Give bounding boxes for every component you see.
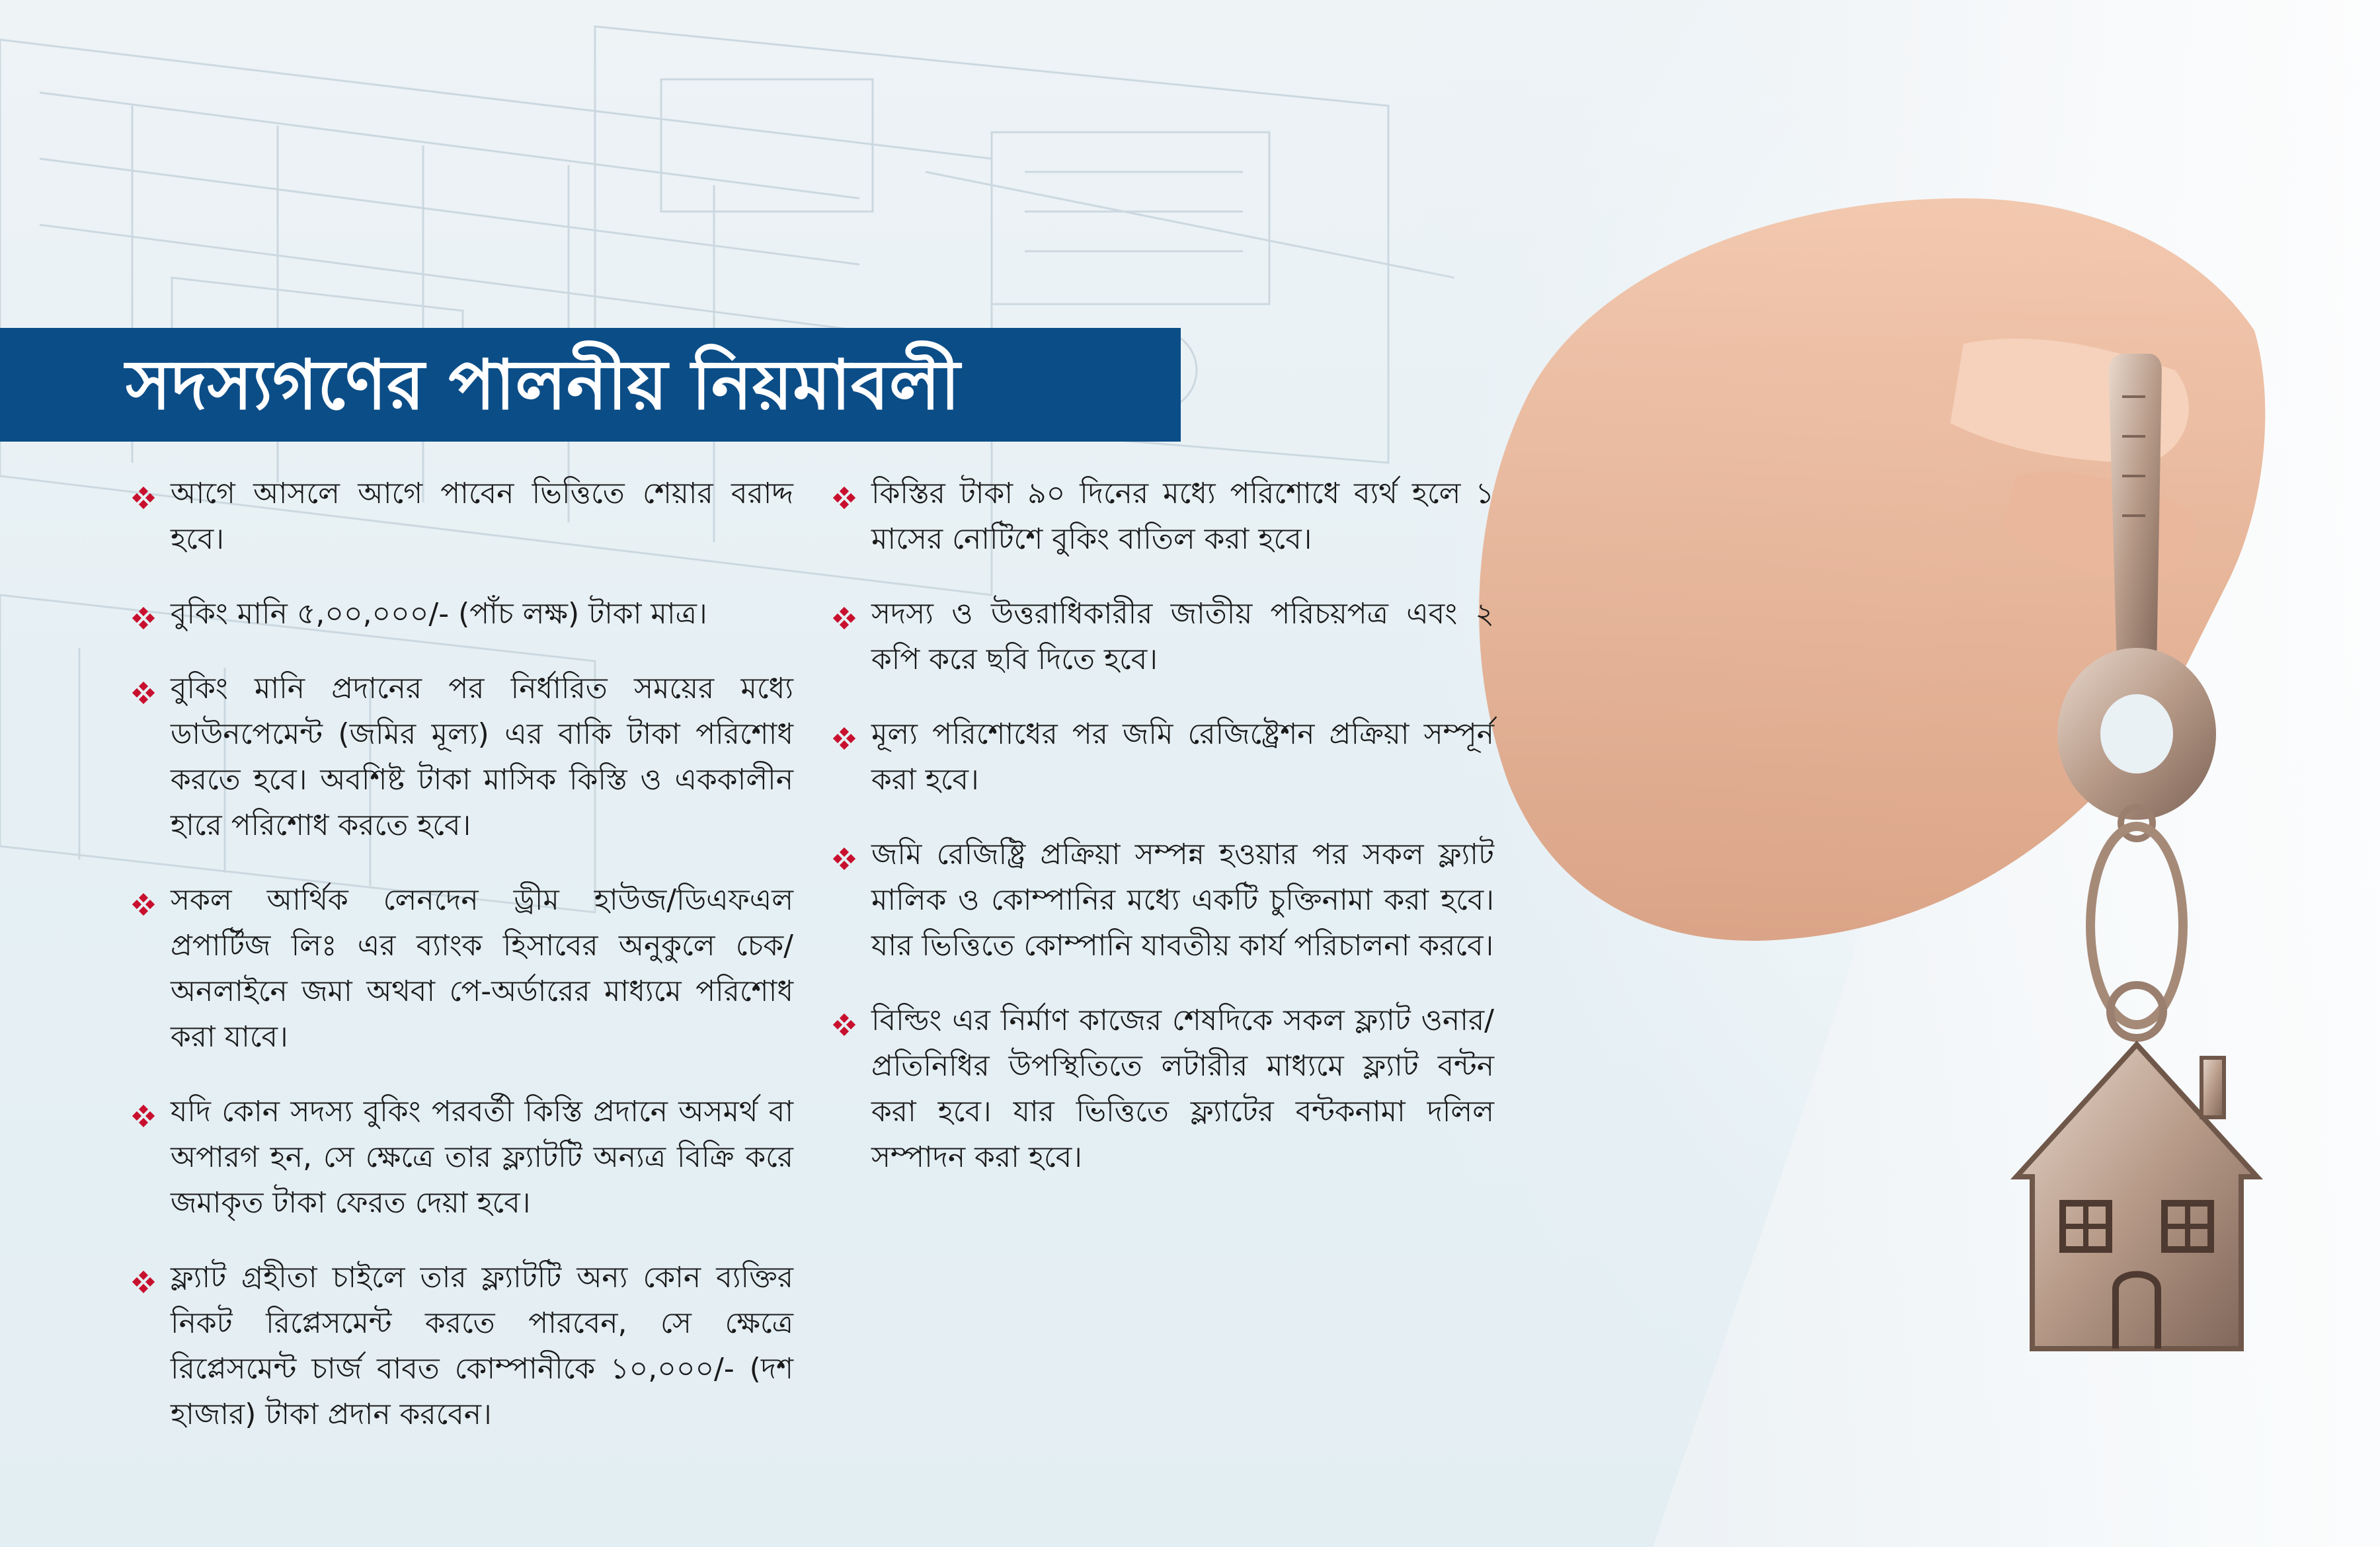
rule-text: বুকিং মানি ৫,০০,০০০/- (পাঁচ লক্ষ) টাকা মাত্র। (171, 597, 707, 631)
rule-text: মূল্য পরিশোধের পর জমি রেজিষ্ট্রেশন প্রক্রিয়া সম্পূর্ন করা হবে। (871, 717, 1494, 797)
page-title: সদস্যগণের পালনীয় নিয়মাবলী (126, 344, 961, 425)
rule-text: যদি কোন সদস্য বুকিং পরবর্তী কিস্তি প্রদানে অসমর্থ বা অপারগ হন, সে ক্ষেত্রে তার ফ্ল্যাটটি অন্যত্র বিক্রি করে জমাকৃত টাকা ফেরত দেয়া হবে। (171, 1095, 793, 1220)
rule-item (132, 1255, 793, 1437)
rule-item (132, 877, 793, 1060)
diamond-bullet-icon (833, 607, 855, 629)
diamond-bullet-icon (132, 1105, 155, 1127)
diamond-bullet-icon (132, 893, 155, 916)
diamond-bullet-icon (132, 607, 155, 629)
rule-item (833, 832, 1494, 969)
diamond-bullet-icon (833, 848, 855, 870)
rules-column-right (833, 471, 1494, 1209)
diamond-bullet-icon (833, 487, 855, 509)
rules-column-left (132, 471, 793, 1466)
rule-text: বুকিং মানি প্রদানের পর নির্ধারিত সময়ের মধ্যে ডাউনপেমেন্ট (জমির মূল্য) এর বাকি টাকা পরিশোধ করতে হবে। অবশিষ্ট টাকা মাসিক কিস্তি ও এককালীন হারে পরিশোধ করতে হবে। (171, 672, 793, 842)
rule-item (132, 666, 793, 848)
rule-item (132, 1089, 793, 1226)
rule-text: সদস্য ও উত্তরাধিকারীর জাতীয় পরিচয়পত্র এবং ২ কপি করে ছবি দিতে হবে। (871, 597, 1494, 676)
diamond-bullet-icon (132, 1271, 155, 1293)
rule-text: জমি রেজিষ্ট্রি প্রক্রিয়া সম্পন্ন হওয়ার পর সকল ফ্ল্যাট মালিক ও কোম্পানির মধ্যে একটি চুক্তিনামা করা হবে। যার ভিত্তিতে কোম্পানি যাবতীয় কার্য পরিচালনা করবে। (871, 838, 1494, 963)
diamond-bullet-icon (833, 1013, 855, 1036)
rule-item (833, 711, 1494, 803)
title-banner (0, 328, 1181, 442)
rule-item (132, 591, 793, 637)
rule-text: ফ্ল্যাট গ্রহীতা চাইলে তার ফ্ল্যাটটি অন্য কোন ব্যক্তির নিকট রিপ্লেসমেন্ট করতে পারবেন, সে ক্ষেত্রে রিপ্লেসমেন্ট চার্জ বাবত কোম্পানীকে ১০,০০০/- (দশ হাজার) টাকা প্রদান করবেন। (171, 1261, 793, 1431)
rule-text: কিস্তির টাকা ৯০ দিনের মধ্যে পরিশোধে ব্যর্থ হলে ১ মাসের নোটিশে বুকিং বাতিল করা হবে। (871, 477, 1494, 556)
diamond-bullet-icon (132, 682, 155, 704)
rule-text: সকল আর্থিক লেনদেন ড্রীম হাউজ/ডিএফএল প্রপার্টিজ লিঃ এর ব্যাংক হিসাবের অনুকুলে চেক/অনলাইনে জমা অথবা পে-অর্ডারের মাধ্যমে পরিশোধ করা যাবে। (171, 883, 793, 1054)
rule-item (833, 998, 1494, 1180)
rule-item (132, 471, 793, 562)
hand-with-house-key-image (1421, 0, 2380, 1547)
diamond-bullet-icon (132, 487, 155, 509)
diamond-bullet-icon (833, 727, 855, 750)
rule-text: আগে আসলে আগে পাবেন ভিত্তিতে শেয়ার বরাদ্দ হবে। (171, 477, 793, 556)
rule-text: বিল্ডিং এর নির্মাণ কাজের শেষদিকে সকল ফ্ল্যাট ওনার/প্রতিনিধির উপস্থিতিতে লটারীর মাধ্যমে ফ্ল্যাট বন্টন করা হবে। যার ভিত্তিতে ফ্ল্যাটের বন্টকনামা দলিল সম্পাদন করা হবে। (871, 1004, 1494, 1174)
rule-item (833, 591, 1494, 682)
rule-item (833, 471, 1494, 562)
